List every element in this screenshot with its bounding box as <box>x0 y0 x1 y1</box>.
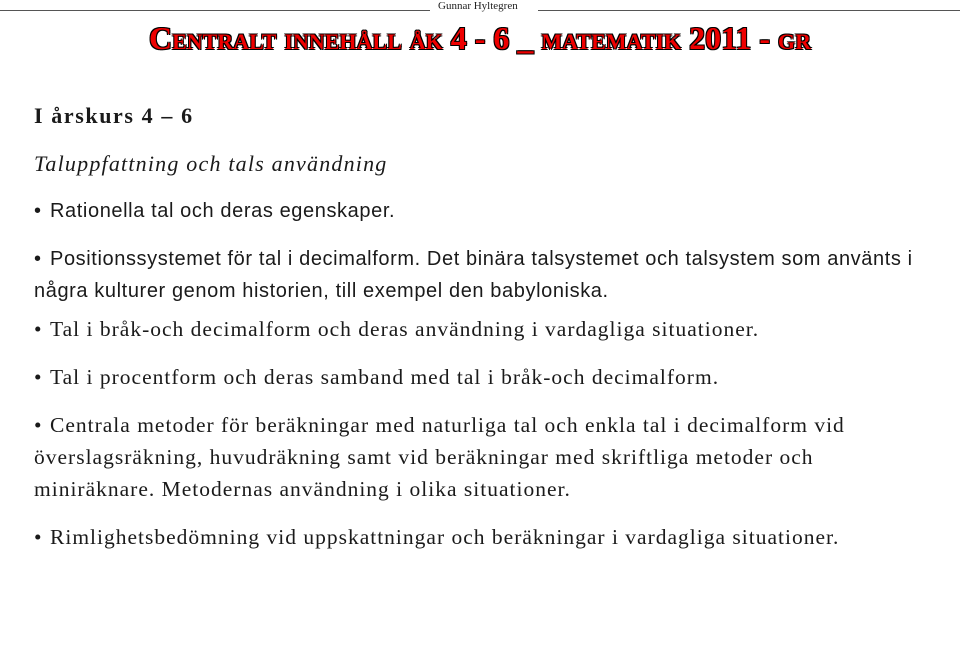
section-heading: I årskurs 4 – 6 <box>34 103 194 128</box>
page-title: Centralt innehåll åk 4 - 6 _ matematik 2011 - gr <box>148 20 812 56</box>
list-item <box>34 409 934 505</box>
bullet-icon: • <box>34 525 43 549</box>
header-rule-right <box>538 10 960 11</box>
bullet-icon: • <box>34 413 43 437</box>
bullet-icon: • <box>34 200 42 222</box>
list-item-text: Centrala metoder för beräkningar med naturliga tal och enkla tal i decimalform vid överslagsräkning, huvudräkning samt vid beräkningar med skriftliga metoder och miniräknare. Metodernas användning i olika situationer. <box>34 413 845 501</box>
list-item <box>34 313 934 345</box>
bullet-icon: • <box>34 248 42 270</box>
header-rule-left <box>0 10 430 11</box>
list-item-text: Positionssystemet för tal i decimalform. Det binära talsystemet och talsystem som använts i några kulturer genom historien, till exempel den babyloniska. <box>34 248 913 302</box>
list-item-text: Rationella tal och deras egenskaper. <box>50 200 396 222</box>
bullet-icon: • <box>34 317 43 341</box>
section-subheading: Taluppfattning och tals användning <box>34 151 388 176</box>
document-body <box>34 99 934 569</box>
list-item-text: Tal i bråk-och decimalform och deras användning i vardagliga situationer. <box>50 317 760 341</box>
author-name: Gunnar Hyltegren <box>438 0 518 12</box>
bullet-icon: • <box>34 365 43 389</box>
list-item <box>34 243 934 307</box>
list-item <box>34 195 934 227</box>
list-item-text: Tal i procentform och deras samband med tal i bråk-och decimalform. <box>50 365 720 389</box>
list-item-text: Rimlighetsbedömning vid uppskattningar och beräkningar i vardagliga situationer. <box>50 525 840 549</box>
list-item <box>34 521 934 553</box>
list-item <box>34 361 934 393</box>
